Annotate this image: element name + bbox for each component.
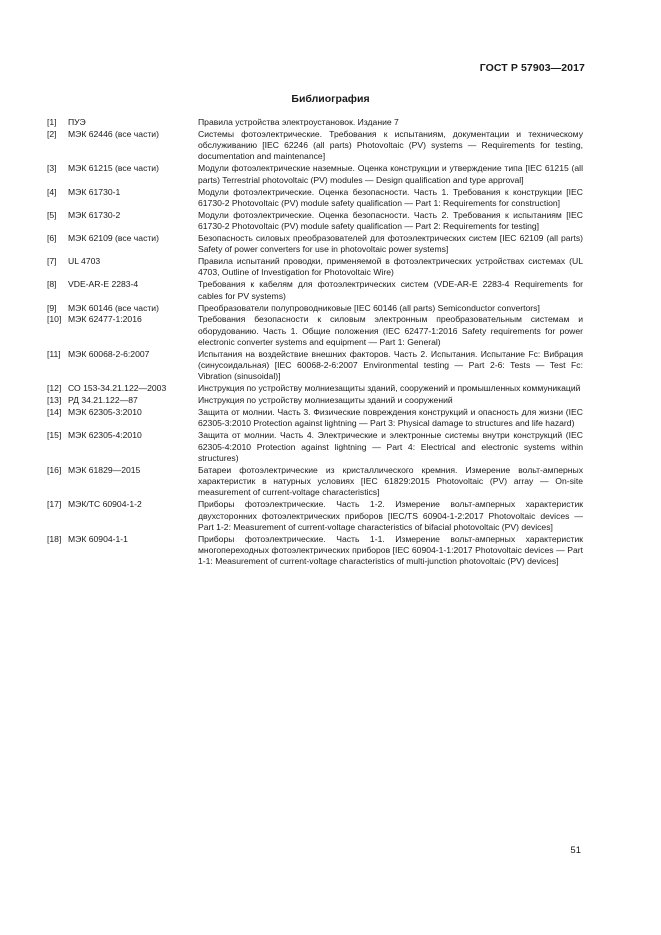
entry-number: [14] xyxy=(47,407,62,418)
bibliography-entry xyxy=(47,163,583,186)
entry-code: СО 153-34.21.122—2003 xyxy=(68,383,167,394)
entry-description: Правила испытаний проводки, применяемой в фотоэлектрических устройствах системах (UL 4703, Outline of Investigation for Photovoltaic Wire) xyxy=(198,256,583,278)
bibliography-entry xyxy=(47,256,583,279)
bibliography-entry xyxy=(47,187,583,210)
entry-number: [2] xyxy=(47,128,57,139)
entry-description: Модули фотоэлектрические. Оценка безопасности. Часть 2. Требования к испытаниям [IEC 61730-2 Photovoltaic (PV) module safety qualification — Part 2: Requirements for testing] xyxy=(198,209,583,232)
entry-description: Требования безопасности к силовым электронным преобразовательным системам и оборудованию. Часть 1. Общие положения (IEC 62477-1:2016 Safety requirements for power electronic converter systems and equipment — Part 1: General) xyxy=(198,314,583,347)
entry-code: РД 34.21.122—87 xyxy=(68,395,138,406)
bibliography-list xyxy=(47,117,583,568)
entry-description: Безопасность силовых преобразователей для фотоэлектрических систем [IEC 62109 (all parts) Safety of power converters for use in photovoltaic power systems] xyxy=(198,232,583,255)
entry-code: МЭК 61215 (все части) xyxy=(68,163,159,174)
standard-code: ГОСТ Р 57903—2017 xyxy=(479,62,585,74)
entry-number: [13] xyxy=(47,395,62,406)
entry-number: [3] xyxy=(47,163,57,174)
entry-code: МЭК 60068-2-6:2007 xyxy=(68,348,150,359)
entry-number: [6] xyxy=(47,232,57,243)
bibliography-entry xyxy=(47,279,583,302)
entry-code: МЭК 62305-3:2010 xyxy=(68,407,142,418)
entry-number: [15] xyxy=(47,430,62,441)
entry-description: Приборы фотоэлектрические. Часть 1-1. Измерение вольт-амперных характеристик многопереходных фотоэлектрических приборов [IEC 60904-1-1:2017 Photovoltaic devices — Part 1-1: Measurement of current-voltage characteristics of multi-junction photovoltaic (PV) devices] xyxy=(198,533,583,567)
entry-code: МЭК 61829—2015 xyxy=(68,464,141,475)
entry-description: Преобразователи полупроводниковые [IEC 60146 (all parts) Semiconductor convertors] xyxy=(198,302,540,313)
entry-description: Защита от молнии. Часть 3. Физические повреждения конструкций и опасность для жизни (IEC 62305-3:2010 Protection against lightning — Part 3: Physical damage to structures and life hazard) xyxy=(198,407,583,429)
entry-description: Правила устройства электроустановок. Издание 7 xyxy=(198,117,399,127)
entry-number: [9] xyxy=(47,302,57,313)
bibliography-entry xyxy=(47,534,583,568)
entry-description: Испытания на воздействие внешних факторов. Часть 2. Испытания. Испытание Fc: Вибрация (синусоидальная) [IEC 60068-2-6:2007 Environmental testing — Part 2-6: Tests — Test Fc: Vibration (sinusoidal)] xyxy=(198,348,583,382)
entry-number: [10] xyxy=(47,314,62,325)
entry-code: МЭК 61730-2 xyxy=(68,209,121,220)
entry-number: [4] xyxy=(47,186,57,197)
bibliography-entry xyxy=(47,383,583,394)
section-title: Библиография xyxy=(291,93,370,105)
bibliography-entry xyxy=(47,210,583,233)
entry-code: МЭК 62477-1:2016 xyxy=(68,314,142,325)
bibliography-entry xyxy=(47,129,583,163)
entry-description: Батареи фотоэлектрические из кристаллического кремния. Измерение вольт-амперных характеристик в натурных условиях [IEC 61829:2015 Photovoltaic (PV) array — On-site measurement of current-voltage characteristics] xyxy=(198,464,583,498)
entry-code: МЭК 60904-1-1 xyxy=(68,533,128,544)
entry-number: [5] xyxy=(47,209,57,220)
entry-code: UL 4703 xyxy=(68,256,101,267)
bibliography-entry xyxy=(47,430,583,464)
entry-description: Системы фотоэлектрические. Требования к испытаниям, документации и техническому обслуживанию [IEC 62246 (all parts) Photovoltaic (PV) systems — Requirements for testing, documentation and maintenance] xyxy=(198,128,583,162)
entry-code: МЭК/ТС 60904-1-2 xyxy=(68,499,142,510)
entry-description: Защита от молнии. Часть 4. Электрические и электронные системы внутри конструкций (IEC 62305-4:2010 Protection against lightning — Part 4: Electrical and electronic systems within structures) xyxy=(198,430,583,463)
entry-code: ПУЭ xyxy=(68,117,86,127)
page-number: 51 xyxy=(570,845,581,856)
bibliography-entry xyxy=(47,303,583,314)
entry-number: [18] xyxy=(47,533,62,544)
entry-description: Инструкция по устройству молниезащиты зданий и сооружений xyxy=(198,395,453,406)
entry-description: Требования к кабелям для фотоэлектрических систем (VDE-AR-E 2283-4 Requirements for cables for PV systems) xyxy=(198,279,583,301)
entry-number: [8] xyxy=(47,279,57,290)
entry-number: [16] xyxy=(47,464,62,475)
bibliography-entry xyxy=(47,499,583,533)
entry-number: [12] xyxy=(47,383,62,394)
entry-code: VDE-AR-E 2283-4 xyxy=(68,279,139,290)
entry-code: МЭК 62305-4:2010 xyxy=(68,430,142,441)
entry-number: [11] xyxy=(47,348,61,359)
bibliography-entry xyxy=(47,465,583,499)
entry-number: [7] xyxy=(47,256,57,267)
entry-code: МЭК 60146 (все части) xyxy=(68,302,159,313)
bibliography-entry xyxy=(47,395,583,406)
bibliography-entry xyxy=(47,407,583,430)
entry-description: Модули фотоэлектрические наземные. Оценка конструкции и утверждение типа [IEC 61215 (all parts) Terrestrial photovoltaic (PV) modules — Design qualification and type approval] xyxy=(198,163,583,185)
entry-code: МЭК 62109 (все части) xyxy=(68,232,159,243)
entry-number: [17] xyxy=(47,499,62,510)
bibliography-entry xyxy=(47,314,583,348)
bibliography-entry xyxy=(47,349,583,383)
bibliography-entry xyxy=(47,117,583,128)
entry-description: Модули фотоэлектрические. Оценка безопасности. Часть 1. Требования к конструкции [IEC 61730-2 Photovoltaic (PV) module safety qualification — Part 1: Requirements for construction] xyxy=(198,186,583,208)
bibliography-entry xyxy=(47,233,583,256)
entry-number: [1] xyxy=(47,117,57,127)
entry-code: МЭК 61730-1 xyxy=(68,186,121,197)
entry-description: Инструкция по устройству молниезащиты зданий, сооружений и промышленных коммуникаций xyxy=(198,383,581,394)
entry-code: МЭК 62446 (все части) xyxy=(68,128,159,139)
entry-description: Приборы фотоэлектрические. Часть 1-2. Измерение вольт-амперных характеристик двухсторонних фотоэлектрических приборов [IEC/TS 60904-1-2:2017 Photovoltaic devices — Part 1-2: Measurement of current-voltage characteristics of bifacial photovoltaic (PV) devices] xyxy=(198,499,583,532)
